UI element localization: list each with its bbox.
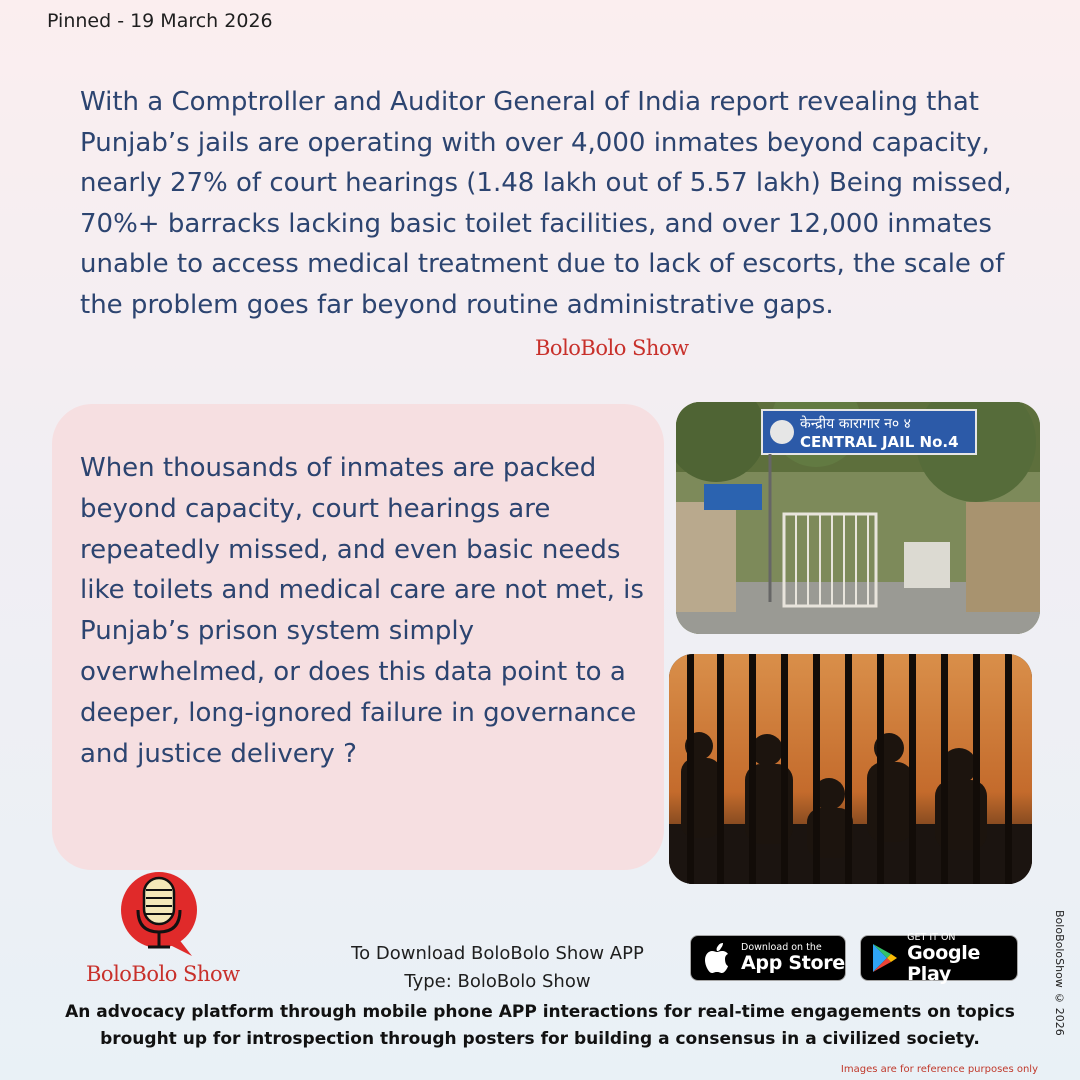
image-disclaimer: Images are for reference purposes only [840,1064,1038,1075]
logo-wordmark: BoloBolo Show [86,962,240,986]
google-play-small-label: GET IT ON [907,931,956,943]
prison-bars-photo [669,654,1032,884]
download-line-1: To Download BoloBolo Show APP [351,943,644,964]
jail-gate-photo [676,402,1040,634]
brand-watermark: BoloBolo Show [535,336,689,360]
google-play-label: Google Play [907,941,981,985]
intro-paragraph: With a Comptroller and Auditor General of India report revealing that Punjab’s jails are operating with over 4,000 inmates beyond capacity, nearly 27% of court hearings (1.48 lakh out of 5.57 lakh) Being missed, 70%+ barracks lacking basic toilet facilities, and over 12,000 inmates unable to access medical treatment due to lack of escorts, the scale of the problem goes far beyond routine administrative gaps. [80,87,1012,320]
copyright-notice: BoloBoloShow © 2026 [1053,910,1066,1036]
tagline: An advocacy platform through mobile phone APP interactions for real-time engagements on topics brought up for introspection through posters for building a consensus in a civilized society. [65,1002,1015,1049]
app-store-label: App Store [741,952,845,974]
bolobolo-logo-icon [118,868,200,960]
pinned-date: Pinned - 19 March 2026 [47,10,273,32]
question-text: When thousands of inmates are packed beyond capacity, court hearings are repeatedly missed, and even basic needs like toilets and medical care are not met, is Punjab’s prison system simply overwhelmed, or does this data point to a deeper, long-ignored failure in governance and justice delivery ? [80,453,644,769]
google-play-button[interactable] [860,931,1018,985]
download-line-2: Type: BoloBolo Show [404,971,591,992]
jail-sign-english: CENTRAL JAIL No.4 [800,433,959,451]
apple-icon [699,940,735,976]
download-instructions [310,940,685,996]
app-store-button[interactable] [690,935,846,981]
jail-sign-hindi: केन्द्रीय कारागार न० ४ [800,416,911,432]
app-store-small-label: Download on the [741,942,822,953]
google-play-icon [869,940,901,976]
